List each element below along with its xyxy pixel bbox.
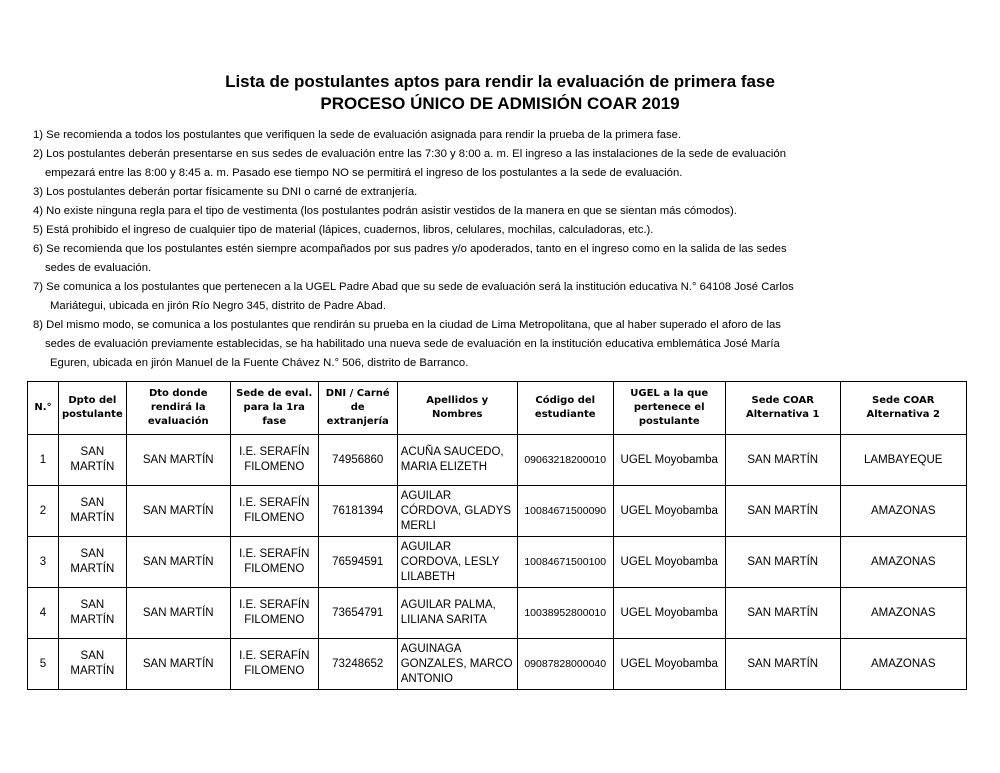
note-item: 7) Se comunica a los postulantes que pertenecen a la UGEL Padre Abad que su sede de evaluación será la institución educativa N.° 64108 José Carlos Mariátegui, ubicada en jirón Río Negro 345, distrito de Padre Abad. xyxy=(33,281,794,312)
cell-department: SAN MARTÍN xyxy=(59,639,127,690)
column-header-ugel: UGEL a la que pertenece el postulante xyxy=(613,382,725,435)
cell-exam-venue: I.E. SERAFÍN FILOMENO xyxy=(230,639,318,690)
cell-student-code: 09087828000040 xyxy=(517,639,613,690)
note-item: 6) Se recomienda que los postulantes estén siempre acompañados por sus padres y/o apoderados, tanto en el ingreso como en la salida de las sedes sedes de evaluación. xyxy=(33,243,787,274)
cell-full-name: AGUILAR CÓRDOVA, GLADYS MERLI xyxy=(397,486,517,537)
cell-exam-department: SAN MARTÍN xyxy=(126,639,230,690)
note-item: 3) Los postulantes deberán portar físicamente su DNI o carné de extranjería. xyxy=(33,186,418,198)
cell-number: 4 xyxy=(28,588,59,639)
cell-dni: 73654791 xyxy=(318,588,397,639)
table-row xyxy=(28,435,967,486)
cell-exam-venue: I.E. SERAFÍN FILOMENO xyxy=(230,486,318,537)
column-header-department: Dpto del postulante xyxy=(59,382,127,435)
cell-coar-option-1: SAN MARTÍN xyxy=(725,588,840,639)
cell-ugel: UGEL Moyobamba xyxy=(613,435,725,486)
cell-dni: 74956860 xyxy=(318,435,397,486)
cell-exam-department: SAN MARTÍN xyxy=(126,537,230,588)
cell-student-code: 10084671500090 xyxy=(517,486,613,537)
cell-department: SAN MARTÍN xyxy=(59,435,127,486)
cell-exam-department: SAN MARTÍN xyxy=(126,588,230,639)
table-row xyxy=(28,486,967,537)
instructions-list xyxy=(33,126,983,373)
cell-exam-department: SAN MARTÍN xyxy=(126,486,230,537)
cell-exam-venue: I.E. SERAFÍN FILOMENO xyxy=(230,537,318,588)
column-header-exam-venue: Sede de eval. para la 1ra fase xyxy=(230,382,318,435)
cell-coar-option-2: LAMBAYEQUE xyxy=(840,435,966,486)
cell-department: SAN MARTÍN xyxy=(59,588,127,639)
cell-exam-venue: I.E. SERAFÍN FILOMENO xyxy=(230,588,318,639)
cell-coar-option-2: AMAZONAS xyxy=(840,486,966,537)
table-row xyxy=(28,588,967,639)
table-row xyxy=(28,639,967,690)
note-item: 5) Está prohibido el ingreso de cualquier tipo de material (lápices, cuadernos, libros, celulares, mochilas, calculadoras, etc.). xyxy=(33,224,654,236)
note-item: 1) Se recomienda a todos los postulantes que verifiquen la sede de evaluación asignada para rendir la prueba de la primera fase. xyxy=(33,129,682,141)
table-header-row xyxy=(28,382,967,435)
cell-department: SAN MARTÍN xyxy=(59,486,127,537)
cell-number: 5 xyxy=(28,639,59,690)
column-header-full-name: Apellidos y Nombres xyxy=(397,382,517,435)
cell-coar-option-1: SAN MARTÍN xyxy=(725,639,840,690)
column-header-coar-option-1: Sede COAR Alternativa 1 xyxy=(725,382,840,435)
table-row xyxy=(28,537,967,588)
cell-number: 1 xyxy=(28,435,59,486)
cell-coar-option-2: AMAZONAS xyxy=(840,537,966,588)
cell-full-name: ACUÑA SAUCEDO, MARIA ELIZETH xyxy=(397,435,517,486)
cell-coar-option-2: AMAZONAS xyxy=(840,588,966,639)
document-subtitle: PROCESO ÚNICO DE ADMISIÓN COAR 2019 xyxy=(320,94,680,113)
cell-coar-option-1: SAN MARTÍN xyxy=(725,486,840,537)
column-header-dni: DNI / Carné de extranjería xyxy=(318,382,397,435)
applicants-table xyxy=(27,381,967,690)
cell-student-code: 10084671500100 xyxy=(517,537,613,588)
column-header-coar-option-2: Sede COAR Alternativa 2 xyxy=(840,382,966,435)
cell-coar-option-1: SAN MARTÍN xyxy=(725,537,840,588)
cell-dni: 73248652 xyxy=(318,639,397,690)
cell-coar-option-1: SAN MARTÍN xyxy=(725,435,840,486)
cell-student-code: 09063218200010 xyxy=(517,435,613,486)
cell-student-code: 10038952800010 xyxy=(517,588,613,639)
cell-number: 2 xyxy=(28,486,59,537)
cell-coar-option-2: AMAZONAS xyxy=(840,639,966,690)
cell-full-name: AGUINAGA GONZALES, MARCO ANTONIO xyxy=(397,639,517,690)
cell-ugel: UGEL Moyobamba xyxy=(613,537,725,588)
cell-dni: 76594591 xyxy=(318,537,397,588)
cell-dni: 76181394 xyxy=(318,486,397,537)
cell-ugel: UGEL Moyobamba xyxy=(613,588,725,639)
note-item: 2) Los postulantes deberán presentarse en sus sedes de evaluación entre las 7:30 y 8:00 a. m. El ingreso a las instalaciones de la sede de evaluación empezará entre las 8:00 y 8:45 a. m. Pasado ese tiempo NO se permitirá el ingreso de los postulantes a la sede de evaluación. xyxy=(33,148,786,179)
cell-ugel: UGEL Moyobamba xyxy=(613,639,725,690)
note-item: 4) No existe ninguna regla para el tipo de vestimenta (los postulantes podrán asistir vestidos de la manera en que se sientan más cómodos). xyxy=(33,205,737,217)
document-title: Lista de postulantes aptos para rendir la evaluación de primera fase xyxy=(225,72,775,91)
cell-ugel: UGEL Moyobamba xyxy=(613,486,725,537)
column-header-exam-department: Dto donde rendirá la evaluación xyxy=(126,382,230,435)
cell-exam-department: SAN MARTÍN xyxy=(126,435,230,486)
cell-number: 3 xyxy=(28,537,59,588)
note-item: 8) Del mismo modo, se comunica a los postulantes que rendirán su prueba en la ciudad de Lima Metropolitana, que al haber superado el aforo de las sedes de evaluación previamente establecidas, se ha habilitado una nueva sede de evaluación en la institución educativa emblemática José María Eguren, ubicada en jirón Manuel de la Fuente Chávez N.° 506, distrito de Barranco. xyxy=(33,319,781,369)
cell-full-name: AGUILAR PALMA, LILIANA SARITA xyxy=(397,588,517,639)
column-header-number: N.° xyxy=(28,382,59,435)
cell-department: SAN MARTÍN xyxy=(59,537,127,588)
cell-exam-venue: I.E. SERAFÍN FILOMENO xyxy=(230,435,318,486)
column-header-student-code: Código del estudiante xyxy=(517,382,613,435)
cell-full-name: AGUILAR CORDOVA, LESLY LILABETH xyxy=(397,537,517,588)
